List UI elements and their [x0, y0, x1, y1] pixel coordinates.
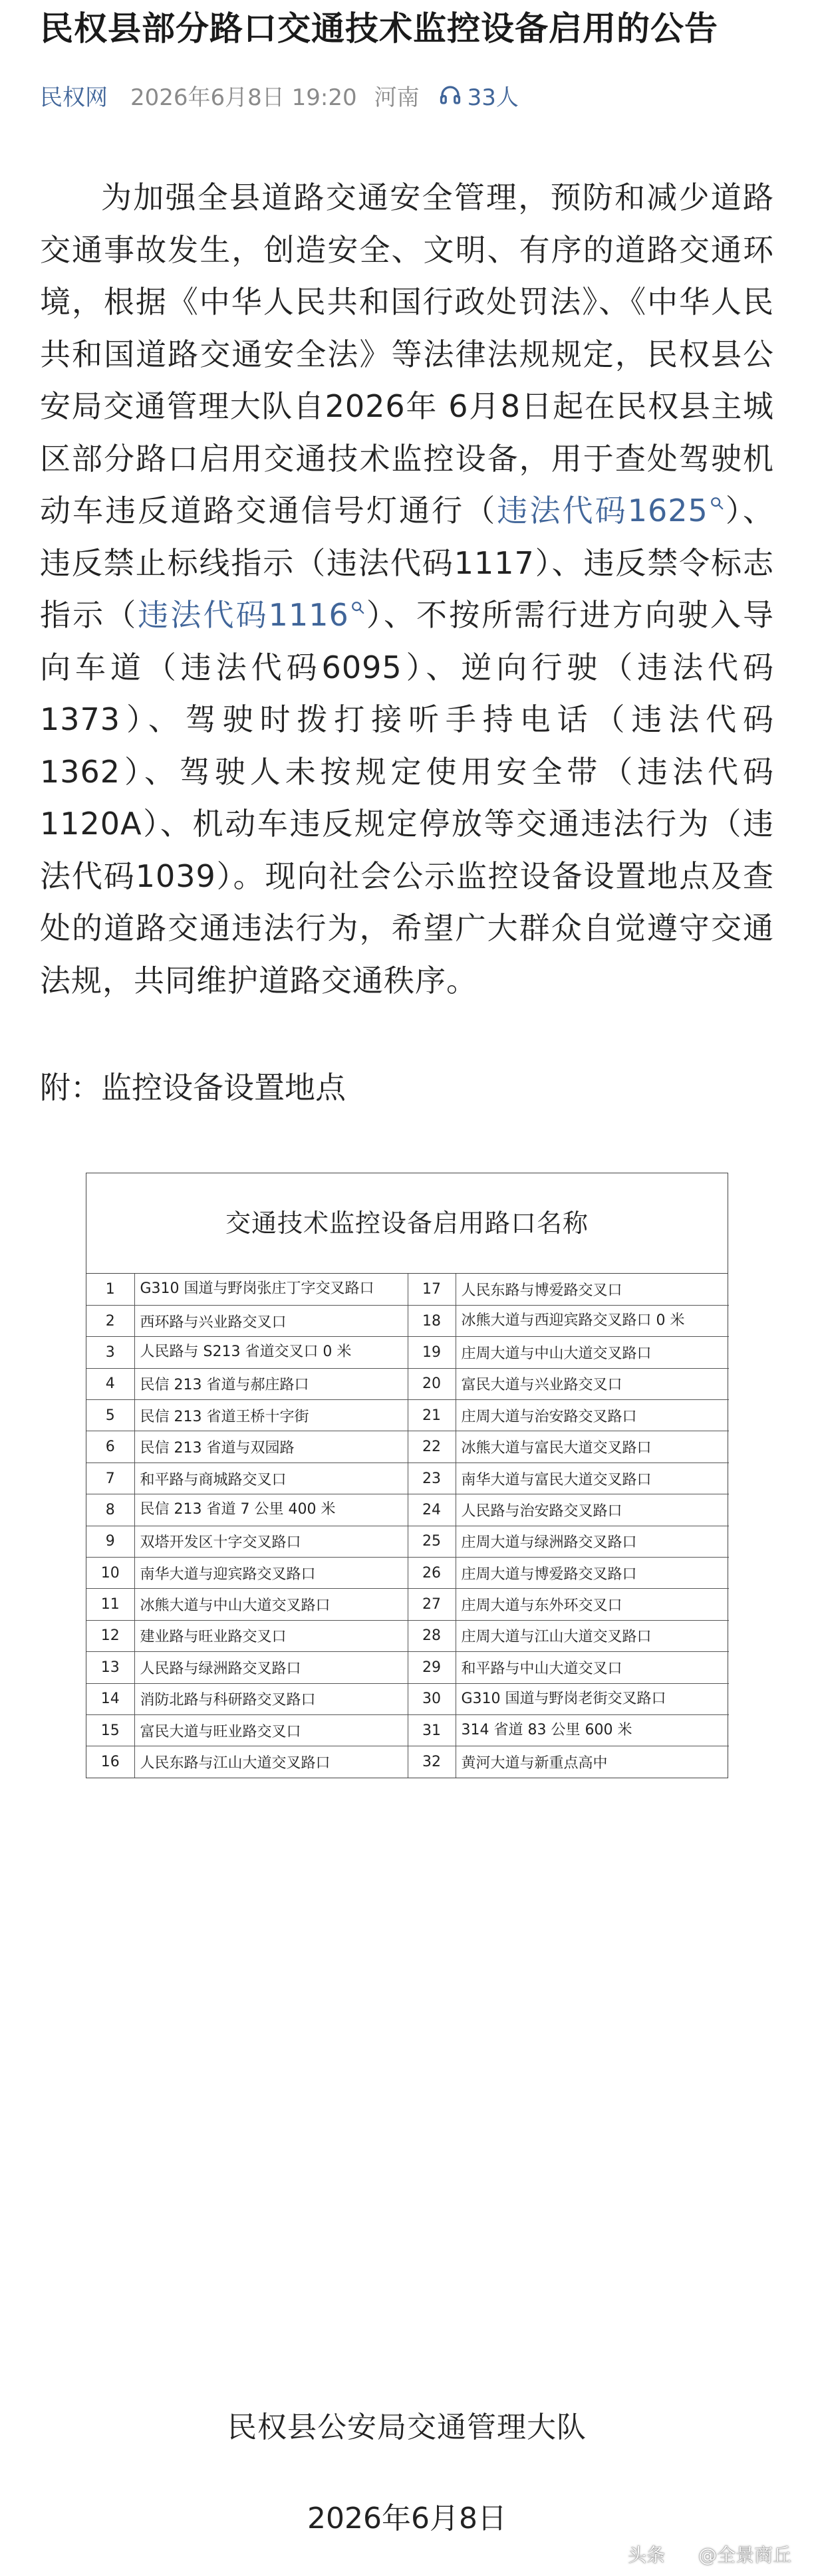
row-number: 21	[408, 1400, 456, 1431]
location-name: 庄周大道与江山大道交叉路口	[456, 1620, 729, 1651]
location-name: 双塔开发区十字交叉路口	[134, 1526, 408, 1557]
headphones-icon	[438, 83, 462, 107]
location-name: 人民路与治安路交叉路口	[456, 1494, 729, 1526]
table-row	[86, 1620, 729, 1651]
body-text-3: ）、不按所需行进方向驶入导向车道（违法代码6095）、逆向行驶（违法代码1373）、驾驶时拨打接听手持电话（违法代码1362）、驾驶人未按规定使用安全带（违法代码1120A）、机动车违反规定停放等交通违法行为（违法代码1039）。现向社会公示监控设备设置地点及查处的道路交通违法行为，希望广大群众自觉遵守交通法规，共同维护道路交通秩序。	[40, 597, 774, 998]
locations-grid-body	[86, 1274, 729, 1778]
locations-table	[86, 1173, 728, 1778]
row-number: 32	[408, 1746, 456, 1778]
location-name: 富民大道与旺业路交叉口	[134, 1714, 408, 1746]
location-name: 人民路与绿洲路交叉路口	[134, 1652, 408, 1683]
article-title: 民权县部分路口交通技术监控设备启用的公告	[40, 9, 718, 48]
location-name: 西环路与兴业路交叉口	[134, 1305, 408, 1336]
row-number: 4	[86, 1368, 134, 1399]
location-name: G310 国道与野岗张庄丁字交叉路口	[134, 1274, 408, 1305]
row-number: 9	[86, 1526, 134, 1557]
table-row	[86, 1683, 729, 1714]
location-name: 冰熊大道与富民大道交叉路口	[456, 1431, 729, 1463]
location-name: 民信 213 省道 7 公里 400 米	[134, 1494, 408, 1526]
table-row	[86, 1589, 729, 1620]
search-icon	[710, 496, 724, 511]
row-number: 11	[86, 1589, 134, 1620]
row-number: 25	[408, 1526, 456, 1557]
location-name: 庄周大道与中山大道交叉路口	[456, 1337, 729, 1368]
issue-date: 2026年6月8日	[307, 2502, 507, 2535]
row-number: 6	[86, 1431, 134, 1463]
watermark	[628, 2541, 791, 2567]
publish-date: 2026年6月8日 19:20	[130, 84, 357, 111]
violation-code-1116: 违法代码1116	[138, 597, 349, 633]
row-number: 18	[408, 1305, 456, 1336]
row-number: 12	[86, 1620, 134, 1651]
table-row	[86, 1746, 729, 1778]
location-name: 黄河大道与新重点高中	[456, 1746, 729, 1778]
row-number: 15	[86, 1714, 134, 1746]
violation-code-link-1116[interactable]	[138, 597, 364, 633]
toutiao-logo-icon	[674, 2544, 694, 2564]
location-name: G310 国道与野岗老街交叉路口	[456, 1683, 729, 1714]
table-row	[86, 1368, 729, 1399]
article-body	[40, 172, 774, 1006]
row-number: 19	[408, 1337, 456, 1368]
attachment-label: 附：监控设备设置地点	[40, 1070, 346, 1106]
row-number: 30	[408, 1683, 456, 1714]
row-number: 23	[408, 1463, 456, 1494]
row-number: 1	[86, 1274, 134, 1305]
table-row	[86, 1337, 729, 1368]
row-number: 13	[86, 1652, 134, 1683]
row-number: 26	[408, 1558, 456, 1589]
table-row	[86, 1305, 729, 1336]
body-text-2: ）、违反禁止标线指示（违法代码1117）、违反禁令标志指示（	[40, 493, 775, 633]
location-name: 冰熊大道与中山大道交叉路口	[134, 1589, 408, 1620]
location-name: 庄周大道与博爱路交叉路口	[456, 1558, 729, 1589]
row-number: 5	[86, 1400, 134, 1431]
location-name: 南华大道与迎宾路交叉路口	[134, 1558, 408, 1589]
locations-grid	[86, 1274, 729, 1778]
watermark-platform: 头条	[627, 2544, 665, 2566]
row-number: 14	[86, 1683, 134, 1714]
search-icon	[350, 600, 365, 615]
table-title: 交通技术监控设备启用路口名称	[86, 1173, 728, 1274]
location-name: 冰熊大道与西迎宾路交叉路口 0 米	[456, 1305, 729, 1336]
listen-count: 33人	[467, 84, 519, 111]
location-name: 庄周大道与绿洲路交叉路口	[456, 1526, 729, 1557]
violation-code-1625: 违法代码1625	[497, 493, 708, 528]
body-text-1: 为加强全县道路交通安全管理，预防和减少道路交通事故发生，创造安全、文明、有序的道路交通环境，根据《中华人民共和国行政处罚法》、《中华人民共和国道路交通安全法》等法律法规规定，民权县公安局交通管理大队自2026年 6月8日起在民权县主城区部分路口启用交通技术监控设备，用于查处驾驶机动车违反道路交通信号灯通行（	[40, 179, 774, 528]
row-number: 7	[86, 1463, 134, 1494]
table-row	[86, 1558, 729, 1589]
location-name: 314 省道 83 公里 600 米	[456, 1714, 729, 1746]
location-name: 消防北路与科研路交叉路口	[134, 1683, 408, 1714]
issuing-organization: 民权县公安局交通管理大队	[227, 2410, 587, 2444]
location-name: 民信 213 省道与郝庄路口	[134, 1368, 408, 1399]
row-number: 24	[408, 1494, 456, 1526]
location-name: 富民大道与兴业路交叉口	[456, 1368, 729, 1399]
location-name: 人民东路与博爱路交叉口	[456, 1274, 729, 1305]
source-link[interactable]: 民权网	[40, 84, 108, 111]
row-number: 27	[408, 1589, 456, 1620]
location-name: 庄周大道与东外环交叉口	[456, 1589, 729, 1620]
region-label: 河南	[374, 84, 420, 111]
location-name: 民信 213 省道与双园路	[134, 1431, 408, 1463]
row-number: 20	[408, 1368, 456, 1399]
table-row	[86, 1526, 729, 1557]
row-number: 8	[86, 1494, 134, 1526]
location-name: 和平路与商城路交叉口	[134, 1463, 408, 1494]
table-row	[86, 1400, 729, 1431]
location-name: 民信 213 省道王桥十字街	[134, 1400, 408, 1431]
location-name: 南华大道与富民大道交叉路口	[456, 1463, 729, 1494]
location-name: 建业路与旺业路交叉口	[134, 1620, 408, 1651]
row-number: 2	[86, 1305, 134, 1336]
article-meta	[40, 78, 774, 112]
row-number: 22	[408, 1431, 456, 1463]
table-row	[86, 1463, 729, 1494]
table-row	[86, 1714, 729, 1746]
row-number: 28	[408, 1620, 456, 1651]
row-number: 31	[408, 1714, 456, 1746]
row-number: 29	[408, 1652, 456, 1683]
table-row	[86, 1652, 729, 1683]
table-row	[86, 1494, 729, 1526]
location-name: 人民东路与江山大道交叉路口	[134, 1746, 408, 1778]
location-name: 庄周大道与治安路交叉路口	[456, 1400, 729, 1431]
location-name: 和平路与中山大道交叉口	[456, 1652, 729, 1683]
row-number: 3	[86, 1337, 134, 1368]
watermark-account: @全景商丘	[698, 2544, 791, 2566]
row-number: 16	[86, 1746, 134, 1778]
table-row	[86, 1431, 729, 1463]
row-number: 17	[408, 1274, 456, 1305]
violation-code-link-1625[interactable]	[497, 493, 724, 528]
row-number: 10	[86, 1558, 134, 1589]
table-row	[86, 1274, 729, 1305]
location-name: 人民路与 S213 省道交叉口 0 米	[134, 1337, 408, 1368]
listen-button[interactable]	[438, 79, 519, 112]
